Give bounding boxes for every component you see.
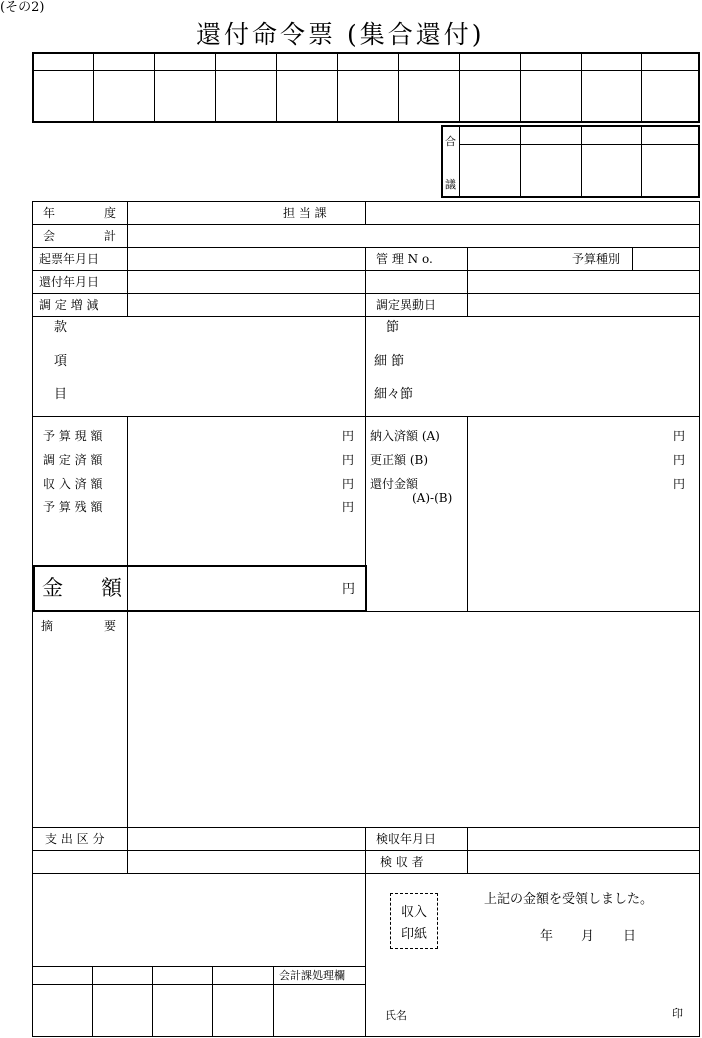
main-form <box>32 201 700 1037</box>
form-variant-note: (その2) <box>0 0 45 15</box>
yen-unit: 円 <box>342 429 355 443</box>
kaikei-label-2: 計 <box>104 229 117 243</box>
nendo-label-1: 年 <box>43 206 56 220</box>
tekiyo-label-2: 要 <box>104 619 117 633</box>
shunyu-zumi-label: 収 入 済 額 <box>43 477 103 491</box>
yen-unit: 円 <box>342 453 355 467</box>
page-title: 還付命令票 (集合還付) <box>196 20 485 49</box>
shimei-label: 氏名 <box>385 1009 407 1022</box>
chotei-zumi-label: 調 定 済 額 <box>43 453 103 467</box>
receipt-statement: 上記の金額を受領しました。 <box>484 892 654 907</box>
kihyo-date-label: 起票年月日 <box>39 252 100 266</box>
stamp-label-2: 印紙 <box>401 927 428 942</box>
kaikeika-shori-label: 会計課処理欄 <box>279 969 345 982</box>
kanpu-kingaku-label: 還付金額 <box>370 477 419 491</box>
gougi-box <box>441 125 700 198</box>
tekiyo-label-1: 摘 <box>41 619 54 633</box>
moku-label: 目 <box>54 387 68 402</box>
kaikei-label-1: 会 <box>43 229 56 243</box>
kanri-no-label: 管 理 N o. <box>376 252 433 266</box>
day-label: 日 <box>623 929 637 944</box>
yosan-zan-label: 予 算 残 額 <box>43 500 103 514</box>
seal-label: 印 <box>672 1007 683 1020</box>
nonyu-zumi-label: 納入済額 (A) <box>370 429 440 443</box>
kingaku-label-2: 額 <box>101 576 122 600</box>
kingaku-box <box>33 565 367 612</box>
kanpu-date-label: 還付年月日 <box>39 275 100 289</box>
saisaisetsu-label: 細々節 <box>374 387 414 402</box>
kosei-gaku-label: 更正額 (B) <box>370 453 428 467</box>
tantoka-label: 担 当 課 <box>283 206 327 220</box>
gougi-label-top: 合 <box>445 135 456 148</box>
gougi-label-bottom: 議 <box>445 178 456 191</box>
saisetsu-label: 細 節 <box>374 354 405 369</box>
kenshu-date-label: 検収年月日 <box>376 832 437 846</box>
yen-unit: 円 <box>673 477 686 491</box>
yen-unit: 円 <box>342 477 355 491</box>
nendo-label-2: 度 <box>104 206 117 220</box>
yen-unit: 円 <box>673 453 686 467</box>
chotei-zogen-label: 調 定 増 減 <box>39 298 99 312</box>
chotei-ido-date-label: 調定異動日 <box>376 298 437 312</box>
yosan-shubetsu-label: 予算種別 <box>572 252 621 266</box>
kingaku-yen-unit: 円 <box>342 582 356 597</box>
setsu-label: 節 <box>386 320 400 335</box>
shishutsu-kubun-label: 支 出 区 分 <box>45 832 105 846</box>
yosan-gengaku-label: 予 算 現 額 <box>43 429 103 443</box>
month-label: 月 <box>581 929 595 944</box>
yen-unit: 円 <box>342 500 355 514</box>
kan-label: 款 <box>54 320 68 335</box>
kenshu-sha-label: 検 収 者 <box>380 855 424 869</box>
stamp-label-1: 収入 <box>401 905 428 920</box>
formula-label: (A)-(B) <box>412 491 453 505</box>
kingaku-label-1: 金 <box>42 576 63 600</box>
kou-label: 項 <box>54 354 68 369</box>
year-label: 年 <box>540 929 554 944</box>
approval-stamp-grid <box>32 52 700 123</box>
yen-unit: 円 <box>673 429 686 443</box>
